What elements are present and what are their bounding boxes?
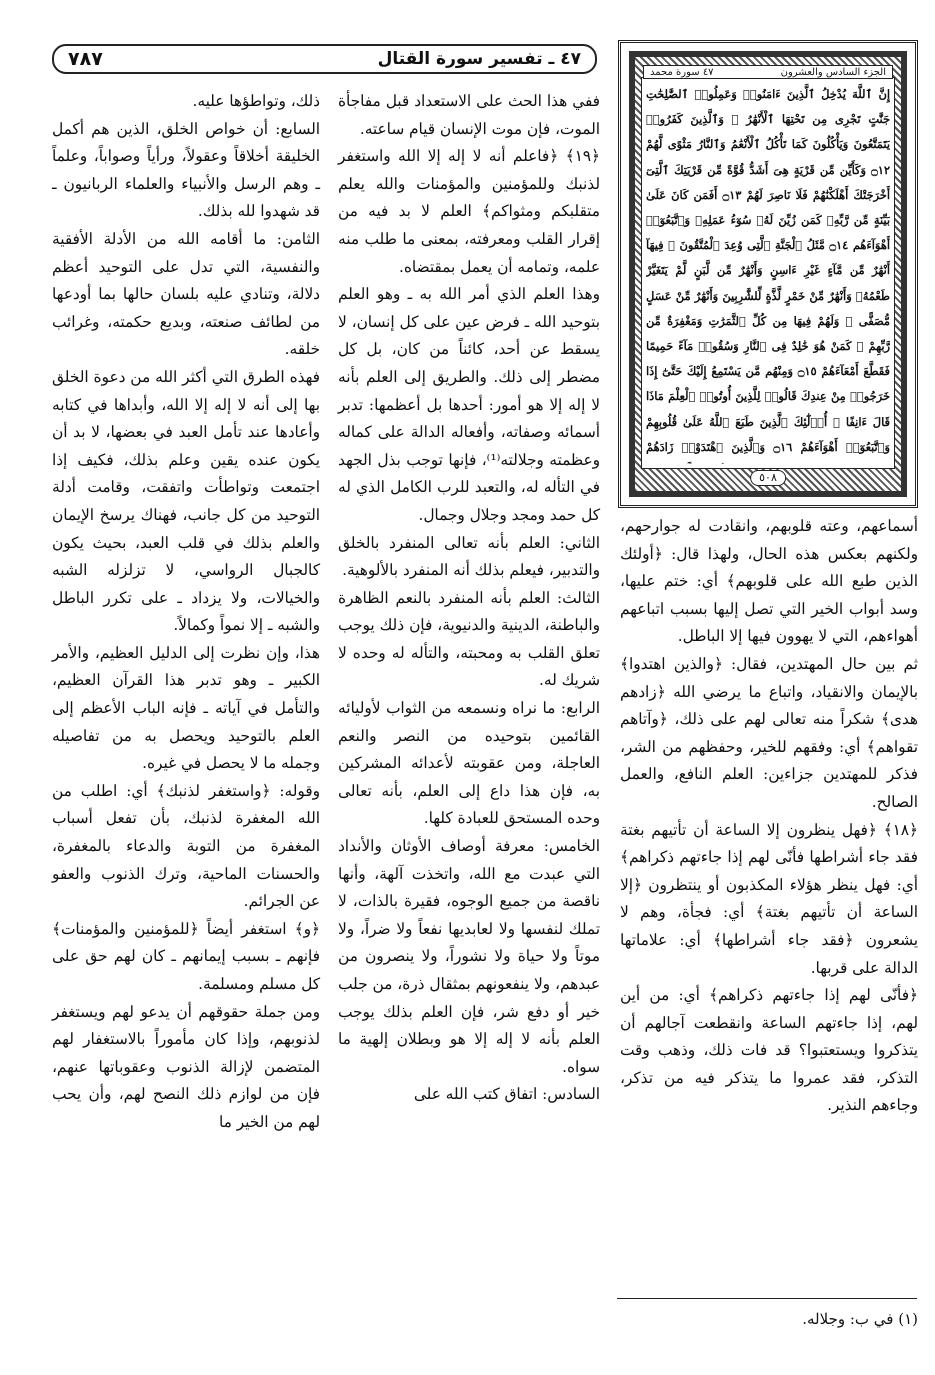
paragraph: ﴿١٨﴾ ﴿فهل ينظرون إلا الساعة أن تأتيهم بغتة فقد جاء أشراطها فأنّى لهم إذا جاءتهم ذكراهم﴾ أي: فهل ينظر هؤلاء المكذبون أو ينتظرون ﴿إلا الساعة أن تأتيهم بغتة﴾ أي: فجأة، وهم لا يشعرون ﴿فقد جاء أشراطها﴾ أي: علاماتها الدالة على قربها. bbox=[620, 820, 918, 977]
paragraph: الخامس: معرفة أوصاف الأوثان والأنداد التي عبدت مع الله، واتخذت آلهة، وأنها ناقصة من جميع الوجوه، فقيرة بالذات، لا تملك لنفسها ولا لعابديها نفعاً ولا ضراً، ولا موتاً ولا حياة ولا نشوراً، ولا ينصرون من عبدهم، ولا ينفعونهم بمثقال ذرة، من جلب خير أو دفع شر، فإن العلم بذلك يوجب العلم بأنه لا إله إلا هو وبطلان إلهية ما سواه. bbox=[338, 837, 600, 1076]
paragraph: ففي هذا الحث على الاستعداد قبل مفاجأة الموت، فإن موت الإنسان قيام ساعته. bbox=[338, 92, 600, 138]
mushaf-text-area bbox=[641, 77, 895, 469]
mushaf-page-frame bbox=[618, 40, 918, 508]
ornamental-border bbox=[629, 51, 907, 497]
paragraph: ﴿١٩﴾ ﴿فاعلم أنه لا إله إلا الله واستغفر لذنبك وللمؤمنين والمؤمنات والله يعلم متقلبكم ومثواكم﴾ العلم لا بد فيه من إقرار القلب ومعرفته، بمعنى ما طلب منه علمه، وتمامه أن يعمل بمقتضاه. bbox=[338, 147, 600, 276]
paragraph: أسماعهم، وعته قلوبهم، وانقادت له جوارحهم، ولكنهم بعكس هذه الحال، ولهذا قال: ﴿أولئك الذين طبع الله على قلوبهم﴾ أي: ختم عليها، وسد أبواب الخير التي تصل إليها بسبب اتباعهم أهواءهم، التي لا يهوون فيها إلا الباطل. bbox=[620, 517, 918, 646]
paragraph: ﴿و﴾ استغفر أيضاً ﴿للمؤمنين والمؤمنات﴾ فإنهم ـ بسبب إيمانهم ـ كان لهم حق على كل مسلم ومسلمة. bbox=[52, 919, 320, 993]
left-column bbox=[52, 88, 320, 1137]
page-header bbox=[52, 44, 597, 74]
paragraph: الثاني: العلم بأنه تعالى المنفرد بالخلق والتدبير، فيعلم بذلك أنه المنفرد بالألوهية. bbox=[338, 533, 600, 580]
mushaf-page-number: ٥٠٨ bbox=[750, 470, 786, 486]
page-number: ٧٨٧ bbox=[68, 48, 103, 70]
footnote: (١) في ب: وجلاله. bbox=[802, 1310, 918, 1328]
paragraph: هذا، وإن نظرت إلى الدليل العظيم، والأمر الكبير ـ وهو تدبر هذا القرآن العظيم، والتأمل في آياته ـ فإنه الباب الأعظم إلى العلم بالتوحيد ويحصل به من تفاصيله وجمله ما لا يحصل في غيره. bbox=[52, 643, 320, 773]
paragraph: ﴿فأنّى لهم إذا جاءتهم ذكراهم﴾ أي: من أين لهم، إذا جاءتهم الساعة وانقطعت آجالهم أن يتذكروا ويستعتبوا؟ قد فات ذلك، وذهب وقت التذكر، فقد عمروا ما يتذكر فيه من تذكر، وجاءهم النذير. bbox=[620, 986, 918, 1115]
paragraph: ذلك، وتواطؤها عليه. bbox=[192, 92, 320, 110]
paragraph: الثالث: العلم بأنه المنفرد بالنعم الظاهرة والباطنة، الدينية والدنيوية، فإن ذلك يوجب تعلق القلب به ومحبته، والتأله له وحده لا شريك له. bbox=[338, 588, 600, 690]
paragraph: وهذا العلم الذي أمر الله به ـ وهو العلم بتوحيد الله ـ فرض عين على كل إنسان، لا يسقط عن أحد، كائناً من كان، بل كل مضطر إلى ذلك. والطريق إلى العلم بأنه لا إله إلا هو أمور: أحدها بل أعظمها: تدبر أسمائه وصفاته، وأفعاله الدالة على كماله وعظمته وجلالته⁽¹⁾، فإنها توجب بذل الجهد في التأله له، والتعبد للرب الكامل الذي له كل حمد ومجد وجلال وجمال. bbox=[338, 285, 600, 524]
footnote-divider bbox=[617, 1298, 917, 1299]
paragraph: الثامن: ما أقامه الله من الأدلة الأفقية والنفسية، التي تدل على التوحيد أعظم دلالة، وتنادي عليه بلسان حالها بما أودعها من لطائف صنعته، وبديع حكمته، وغرائب خلقه. bbox=[52, 229, 320, 359]
middle-column bbox=[338, 88, 600, 1109]
mushaf-juz-label: الجزء السادس والعشرون bbox=[780, 66, 886, 78]
paragraph: ومن جملة حقوقهم أن يدعو لهم ويستغفر لذنوبهم، وإذا كان مأموراً بالاستغفار لهم المتضمن لإزالة الذنوب وعقوباتها عنهم، فإن من لوازم ذلك النصح لهم، وأن يحب لهم من الخير ما bbox=[52, 1002, 320, 1131]
paragraph: السادس: اتفاق كتب الله على bbox=[413, 1085, 600, 1104]
mushaf-header bbox=[643, 65, 893, 79]
paragraph: ثم بين حال المهتدين، فقال: ﴿والذين اهتدوا﴾ بالإيمان والانقياد، واتباع ما يرضي الله ﴿زادهم هدى﴾ شكراً منه تعالى لهم على ذلك، ﴿وآتاهم تقواهم﴾ أي: وفقهم للخير، وحفظهم من الشر، فذكر للمهتدين جزاءين: العلم النافع، والعمل الصالح. bbox=[620, 654, 918, 811]
quran-verses: إِنَّ ٱللَّهَ يُدْخِلُ ٱلَّذِينَ ءَامَنُوا۟ وَعَمِلُوا۟ ٱلصَّٰلِحَٰتِ جَنَّٰتٍ تَجْرِى مِن تَحْتِهَا ٱلْأَنْهَٰرُ ۖ وَٱلَّذِينَ كَفَرُوا۟ يَتَمَتَّعُونَ وَيَأْكُلُونَ كَمَا تَأْكُلُ ٱلْأَنْعَٰمُ وَٱلنَّارُ مَثْوًى لَّهُمْ ۝١٢ وَكَأَيِّن مِّن قَرْيَةٍ هِىَ أَشَدُّ قُوَّةً مِّن قَرْيَتِكَ ٱلَّتِىٓ أَخْرَجَتْكَ أَهْلَكْنَٰهُمْ فَلَا نَاصِرَ لَهُمْ ۝١٣ أَفَمَن كَانَ عَلَىٰ بَيِّنَةٍ مِّن رَّبِّهِۦ كَمَن زُيِّنَ لَهُۥ سُوٓءُ عَمَلِهِۦ وَٱتَّبَعُوٓا۟ أَهْوَآءَهُم ۝١٤ مَّثَلُ ٱلْجَنَّةِ ٱلَّتِى وُعِدَ ٱلْمُتَّقُونَ ۖ فِيهَآ أَنْهَٰرٌ مِّن مَّآءٍ غَيْرِ ءَاسِنٍ وَأَنْهَٰرٌ مِّن لَّبَنٍ لَّمْ يَتَغَيَّرْ طَعْمُهُۥ وَأَنْهَٰرٌ مِّنْ خَمْرٍ لَّذَّةٍ لِّلشَّٰرِبِينَ وَأَنْهَٰرٌ مِّنْ عَسَلٍ مُّصَفًّى ۖ وَلَهُمْ فِيهَا مِن كُلِّ ٱلثَّمَرَٰتِ وَمَغْفِرَةٌ مِّن رَّبِّهِمْ ۖ كَمَنْ هُوَ خَٰلِدٌ فِى ٱلنَّارِ وَسُقُوا۟ مَآءً حَمِيمًا فَقَطَّعَ أَمْعَآءَهُمْ ۝١٥ وَمِنْهُم مَّن يَسْتَمِعُ إِلَيْكَ حَتَّىٰٓ إِذَا خَرَجُوا۟ مِنْ عِندِكَ قَالُوا۟ لِلَّذِينَ أُوتُوا۟ ٱلْعِلْمَ مَاذَا قَالَ ءَانِفًا ۚ أُو۟لَٰٓئِكَ ٱلَّذِينَ طَبَعَ ٱللَّهُ عَلَىٰ قُلُوبِهِمْ وَٱتَّبَعُوٓا۟ أَهْوَآءَهُمْ ۝١٦ وَٱلَّذِينَ ٱهْتَدَوْا۟ زَادَهُمْ bbox=[646, 87, 890, 454]
paragraph: فهذه الطرق التي أكثر الله من دعوة الخلق بها إلى أنه لا إله إلا الله، وأبداها في كتابه وأعادها عند تأمل العبد في بعضها، لا بد أن يكون عنده يقين وعلم بذلك، فكيف إذا اجتمعت وتواطأت واتفقت، وقامت أدلة التوحيد من كل جانب، فهناك يرسخ الإيمان والعلم بذلك في قلب العبد، بحيث يكون كالجبال الرواسي، لا تزلزله الشبه والخيالات، ولا يزداد ـ على تكرر الباطل والشبه ـ إلا نمواً وكمالاً. bbox=[52, 367, 320, 635]
running-title: ٤٧ ـ تفسير سورة القتال bbox=[377, 49, 581, 69]
paragraph: الرابع: ما نراه ونسمعه من الثواب لأوليائه القائمين بتوحيده من النصر والنعم العاجلة، ومن عقوبته لأعدائه المشركين به، فإن هذا داع إلى العلم، بأنه تعالى وحده المستحق للعبادة كلها. bbox=[338, 699, 600, 828]
mushaf-surah-label: ٤٧ سورة محمد bbox=[650, 66, 714, 78]
right-column bbox=[620, 513, 918, 1120]
paragraph: السابع: أن خواص الخلق، الذين هم أكمل الخليقة أخلاقاً وعقولاً، ورأياً وصواباً، وعلماً ـ وهم الرسل والأنبياء والعلماء الربانيون ـ قد شهدوا لله بذلك. bbox=[52, 119, 320, 221]
paragraph: وقوله: ﴿واستغفر لذنبك﴾ أي: اطلب من الله المغفرة لذنبك، بأن تفعل أسباب المغفرة من التوبة والدعاء بالمغفرة، والحسنات الماحية، وترك الذنوب والعفو عن الجرائم. bbox=[52, 781, 320, 911]
